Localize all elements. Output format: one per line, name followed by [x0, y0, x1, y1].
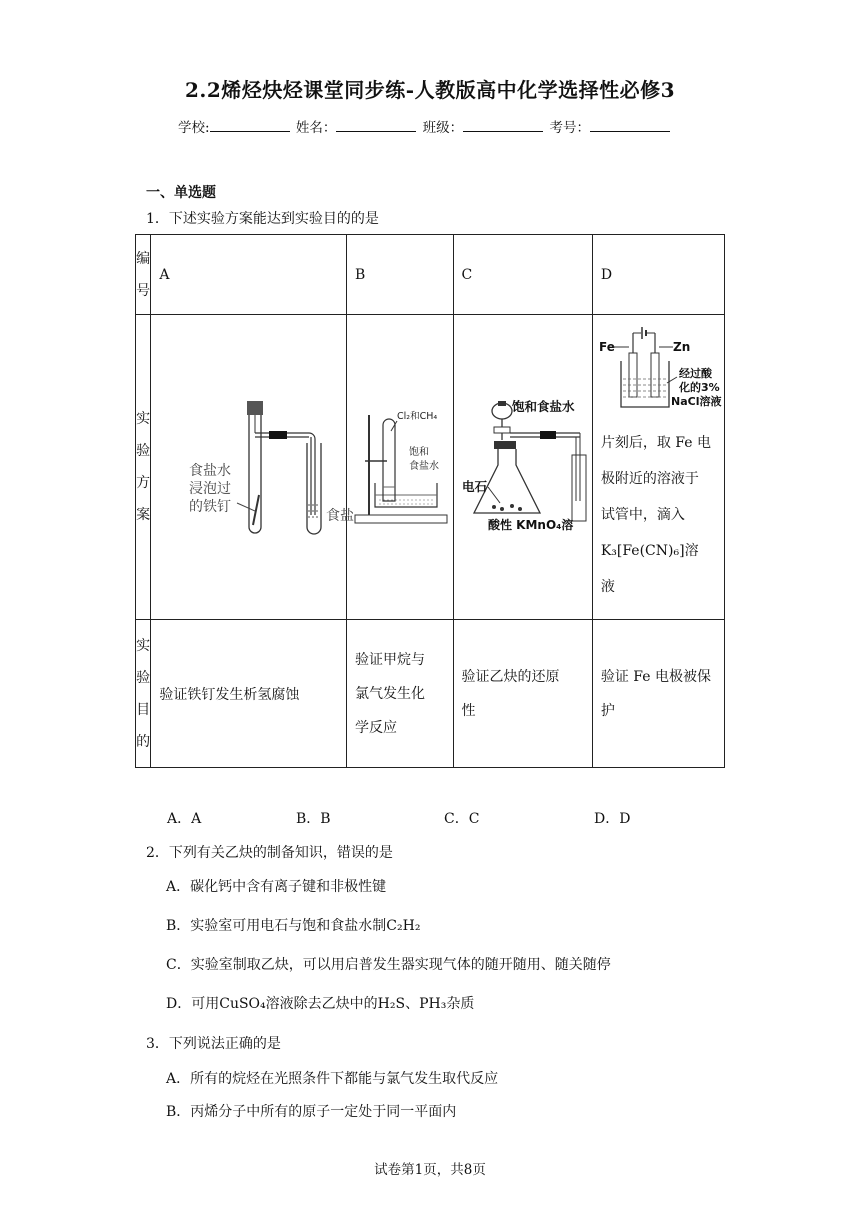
d-text-line: 液 — [600, 579, 615, 595]
q2-stem: 2．下列有关乙炔的制备知识，错误的是 — [146, 845, 393, 861]
q2-b-text: B．实验室可用电石与饱和食盐水制 — [166, 918, 387, 934]
q2-d-sep: 、 — [405, 996, 420, 1012]
q2-d-formula-cuso4: CuSO₄ — [219, 996, 266, 1012]
table-row-scheme — [136, 315, 725, 620]
purpose-d-line: 护 — [600, 702, 615, 719]
name-blank[interactable] — [336, 119, 416, 132]
table-row-purpose — [136, 620, 725, 768]
purpose-c-line: 性 — [461, 702, 476, 719]
apparatus-b-figure — [347, 315, 450, 615]
label-c-kmno4: 酸性 KMnO₄溶 — [487, 518, 573, 532]
row-header-purpose — [136, 620, 151, 768]
row-header-number — [136, 235, 151, 315]
purpose-c-cell — [453, 620, 592, 768]
row-header-char: 案 — [136, 507, 151, 523]
section-heading: 一、单选题 — [146, 185, 216, 201]
row-header-char: 实 — [136, 411, 151, 427]
label-b-sat1: 饱和 — [409, 447, 429, 458]
row-header-char: 实 — [136, 637, 151, 654]
label-c-sat: 饱和食盐水 — [511, 399, 575, 414]
label-b-gas: Cl₂和CH₄ — [397, 411, 438, 422]
row-header-char: 号 — [136, 282, 151, 299]
label-a-salt-water: 食盐水 — [189, 463, 232, 479]
row-header-char: 的 — [136, 733, 151, 750]
d-formula: K₃[Fe(CN)₆] — [600, 543, 685, 559]
row-header-char: 方 — [136, 475, 151, 491]
col-b-header: B — [347, 235, 454, 315]
d-text-line: 极附近的溶液于 — [600, 471, 699, 487]
label-a-soaked: 浸泡过 — [189, 481, 232, 497]
purpose-d-line: 验证 Fe 电极被保 — [600, 668, 711, 685]
q2-d-suffix: 杂质 — [446, 996, 475, 1012]
class-blank[interactable] — [463, 119, 543, 132]
q1-option-b[interactable]: B．B — [296, 811, 331, 827]
apparatus-a-figure — [151, 315, 355, 615]
label-c-carbide: 电石 — [461, 479, 487, 494]
page-title: 2.2烯烃炔烃课堂同步练-人教版高中化学选择性必修3 — [184, 78, 675, 102]
row-header-scheme — [136, 315, 151, 620]
purpose-a-cell: 验证铁钉发生析氢腐蚀 — [151, 620, 347, 768]
d-text-line: 片刻后，取 Fe 电 — [600, 435, 711, 451]
row-header-char: 验 — [136, 669, 151, 686]
row-header-char: 目 — [136, 701, 151, 718]
q2-d-formula-ph3: PH₃ — [419, 996, 447, 1012]
q2-b-formula: C₂H₂ — [386, 918, 421, 934]
label-d-fe: Fe — [598, 340, 615, 354]
exam-no-label: 考号： — [549, 120, 590, 136]
scheme-d-text — [601, 425, 711, 605]
q3-stem: 3．下列说法正确的是 — [146, 1036, 281, 1052]
q1-option-d[interactable]: D．D — [594, 811, 631, 827]
q2-d-prefix: D．可用 — [166, 996, 220, 1012]
q3-option-a[interactable]: A．所有的烷烃在光照条件下都能与氯气发生取代反应 — [166, 1071, 499, 1087]
scheme-d-cell — [592, 315, 724, 620]
label-b-sat2: 食盐水 — [409, 461, 439, 472]
col-a-header: A — [151, 235, 347, 315]
d-text-line: 试管中，滴入 — [600, 507, 685, 523]
q2-d-mid: 溶液除去乙炔中的 — [265, 996, 378, 1012]
label-d-acid2: 化的3% — [678, 381, 720, 394]
purpose-b-cell — [347, 620, 454, 768]
q2-option-b[interactable] — [166, 915, 420, 935]
q2-option-a[interactable]: A．碳化钙中含有离子键和非极性键 — [166, 879, 387, 895]
q1-option-a[interactable]: A．A — [167, 811, 202, 827]
scheme-b-cell — [347, 315, 454, 620]
purpose-b-line: 学反应 — [355, 719, 397, 736]
school-blank[interactable] — [210, 119, 290, 132]
purpose-d-cell — [592, 620, 724, 768]
q3-option-b[interactable]: B．丙烯分子中所有的原子一定处于同一平面内 — [166, 1104, 457, 1120]
class-label: 班级： — [422, 120, 464, 136]
purpose-b-line: 氯气发生化 — [355, 685, 425, 702]
label-d-zn: Zn — [672, 340, 691, 354]
school-label: 学校: — [178, 120, 210, 136]
row-header-char: 验 — [136, 443, 151, 459]
experiment-table — [135, 234, 725, 768]
apparatus-c-figure — [454, 315, 589, 615]
table-row-number — [136, 235, 725, 315]
col-c-header: C — [453, 235, 592, 315]
q2-option-c[interactable]: C．实验室制取乙炔，可以用启普发生器实现气体的随开随用、随关随停 — [166, 957, 611, 973]
q1-stem: 1．下述实验方案能达到实验目的的是 — [146, 211, 379, 227]
page-footer: 试卷第1页，共8页 — [374, 1162, 486, 1178]
exam-no-blank[interactable] — [590, 119, 670, 132]
scheme-c-cell — [453, 315, 592, 620]
q1-option-c[interactable]: C．C — [444, 811, 480, 827]
name-label: 姓名： — [295, 120, 337, 136]
student-info-line — [178, 116, 672, 136]
label-a-nail: 的铁钉 — [189, 499, 232, 515]
col-d-header: D — [592, 235, 724, 315]
purpose-c-line: 验证乙炔的还原 — [461, 668, 560, 685]
label-d-acid1: 经过酸 — [678, 367, 712, 380]
label-d-nacl: NaCl溶液 — [670, 395, 722, 408]
purpose-b-line: 验证甲烷与 — [355, 651, 425, 668]
d-formula-line — [601, 533, 711, 569]
q2-option-d[interactable] — [166, 993, 474, 1013]
row-header-char: 编 — [136, 250, 151, 267]
q2-d-formula-h2s: H₂S — [377, 996, 406, 1012]
apparatus-d-figure — [593, 321, 721, 421]
d-suffix: 溶 — [684, 543, 699, 559]
label-a-right: 食盐 — [326, 508, 355, 524]
scheme-a-cell — [151, 315, 355, 620]
